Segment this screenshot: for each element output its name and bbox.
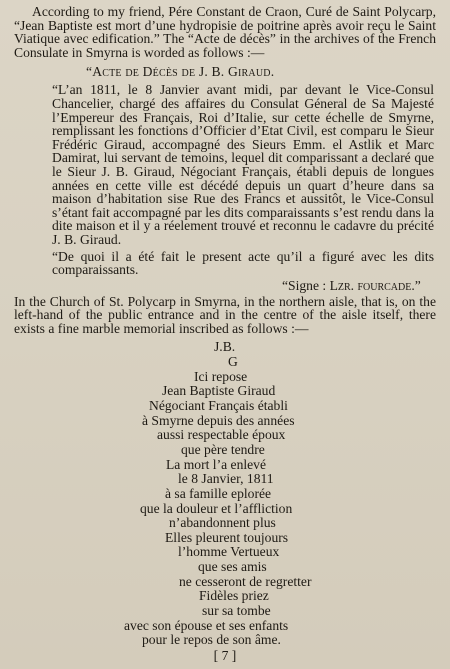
memorial-line: Fidèles priez	[199, 588, 269, 604]
acte-paragraph-2: “De quoi il a été fait le present acte qu’il a figuré avec les dits comparaissants.	[52, 248, 434, 278]
memorial-line: aussi respectable époux	[157, 427, 286, 443]
acte-quote	[14, 83, 436, 276]
memorial-line: Elles pleurent toujours	[165, 529, 289, 545]
memorial-line: Négociant Français établi	[149, 398, 288, 414]
memorial-line: sur sa tombe	[202, 603, 271, 618]
memorial-line: pour le repos de son âme.	[142, 632, 281, 648]
memorial-line: que ses amis	[198, 559, 267, 575]
memorial-inscription	[14, 340, 436, 647]
memorial-line: à sa famille eplorée	[165, 485, 272, 501]
memorial-line: Ici repose	[194, 368, 248, 384]
memorial-line: le 8 Janvier, 1811	[178, 471, 274, 487]
memorial-line: Jean Baptiste Giraud	[162, 383, 276, 399]
memorial-line: n’abandonnent plus	[169, 515, 276, 531]
acte-paragraph-1: “L’an 1811, le 8 Janvier avant midi, par devant le Vice-Consul Chancelier, chargé des affaires du Consulat Géneral de Sa Majesté l’Empereur des Français, Roi d’Italie, sur cette échelle de Smyrne, remplissant les fonctions d’Officier d’Etat Civil, est comparu le Sieur Frédéric Giraud, accompagné des Sieurs Emm. el Astlik et Marc Damirat, lui servant de temoins, lequel dit comparissant a declaré que le Sieur J. B. Giraud, Négociant Français, établi depuis de longues années en cette ville est décédé depuis un quart d’heure dans sa maison d’habitation sise Rue des Francs et aussitôt, le Vice-Consul s’étant fait accompagné par les dits comparaissants s’est rendu dans la dite maison et il y a réelement trouvé et reconnu le cadavre du précité J. B. Giraud.	[52, 82, 435, 247]
intro-paragraph: According to my friend, Pére Constant de Craon, Curé de Saint Polycarp, “Jean Baptiste est mort d’une hydropisie de poitrine après avoir reçu le Saint Viatique avec edification.” The “Acte de décès” in the archives of the French Consulate in Smyrna is worded as follows :—	[14, 4, 436, 60]
memorial-line: G	[228, 354, 238, 370]
memorial-line: J.B.	[214, 339, 236, 355]
memorial-line: La mort l’a enlevé	[166, 456, 267, 472]
signature-name: Lzr. fourcade.”	[329, 277, 421, 293]
signature-prefix: “Signe :	[282, 277, 330, 293]
church-paragraph: In the Church of St. Polycarp in Smyrna, in the northern aisle, that is, on the left-hand of the public entrance and in the centre of the aisle itself, there exists a fine marble memorial inscribed as follows :—	[14, 293, 436, 336]
memorial-line: ne cesseront de regretter	[179, 573, 312, 589]
memorial-line: avec son épouse et ses enfants	[124, 617, 289, 633]
memorial-line: que père tendre	[181, 441, 265, 457]
memorial-line: à Smyrne depuis des années	[142, 412, 295, 428]
memorial-line: l’homme Vertueux	[178, 544, 280, 560]
memorial-line: que la douleur et l’affliction	[140, 500, 293, 516]
heading-open-quote: “	[86, 64, 93, 80]
heading-text: Acte de Décès de J. B. Giraud.	[92, 64, 275, 80]
acte-heading	[14, 65, 436, 79]
signature-line	[14, 279, 436, 293]
page-number: [ 7 ]	[213, 648, 237, 663]
